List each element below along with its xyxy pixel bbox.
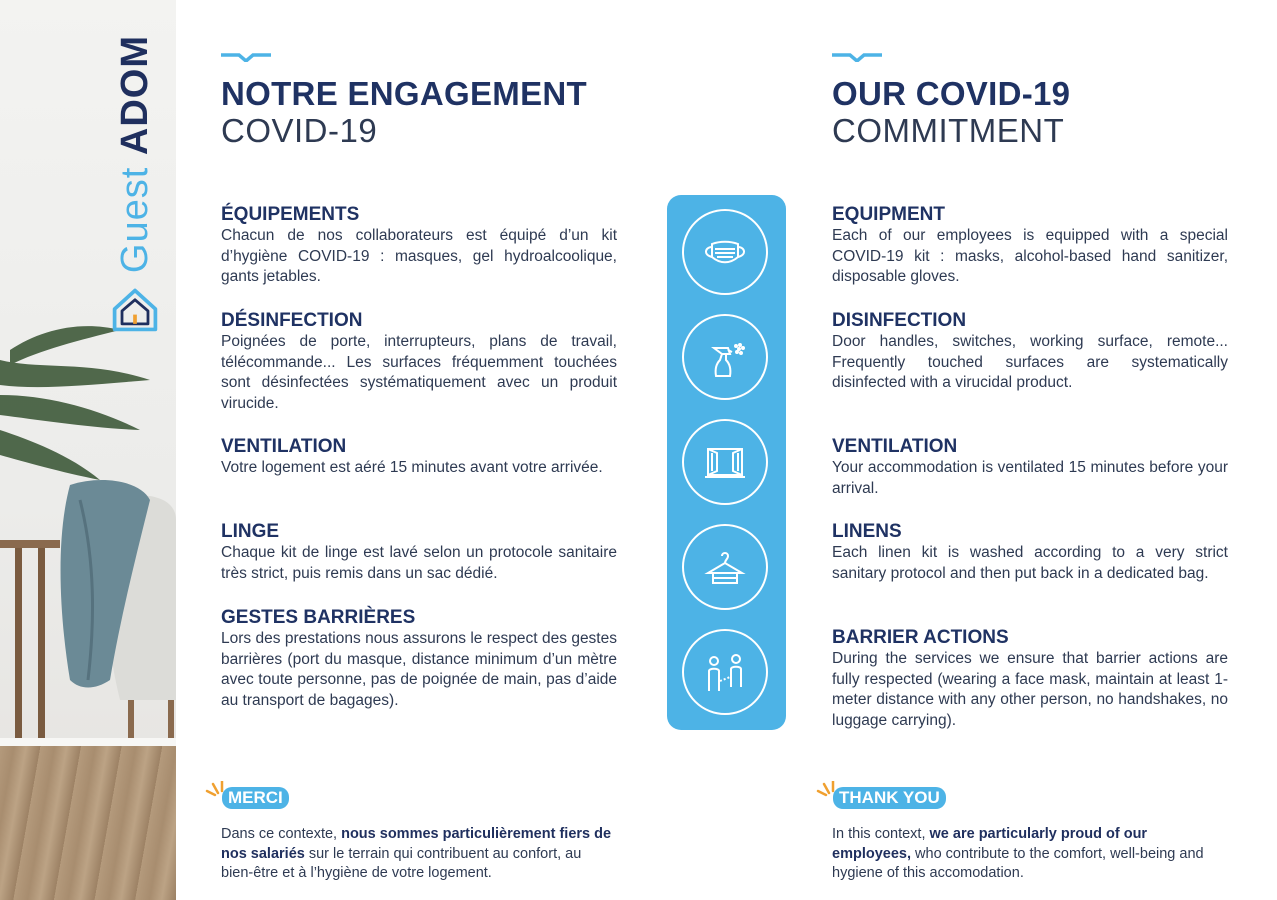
section-body: Chaque kit de linge est lavé selon un protocole sanitaire très strict, puis remis dans un sac dédié. xyxy=(221,544,617,582)
thanks-block-en xyxy=(832,787,1228,884)
page-subtitle-en: COMMITMENT xyxy=(832,112,1065,149)
section-equipment-fr xyxy=(221,204,617,288)
section-ventilation-en xyxy=(832,436,1228,499)
section-body: Poignées de porte, interrupteurs, plans de travail, télécommande... Les surfaces fréquemment touchées sont désinfectées systématiquement avec un produit virucide. xyxy=(221,333,617,412)
section-disinfection-fr xyxy=(221,310,617,414)
section-heading: LINENS xyxy=(832,521,902,542)
section-body: Lors des prestations nous assurons le respect des gestes barrières (port du masque, distance minimum d’un mètre avec toute personne, pas de poignée de main, pas d’aide au transport de bagages). xyxy=(221,630,617,709)
icon-column xyxy=(667,195,786,730)
page-title-en: OUR COVID-19 xyxy=(832,75,1071,112)
thanks-text-start: In this context, xyxy=(832,826,930,842)
thanks-text-en xyxy=(832,825,1228,884)
thanks-text-end: sur le terrain qui contribuent au confort, au bien-être et à l’hygiène de votre logement. xyxy=(221,845,582,881)
title-decoration-icon xyxy=(221,50,271,62)
section-barrier-en xyxy=(832,627,1228,731)
section-ventilation-fr xyxy=(221,436,617,479)
thanks-text-end: who contribute to the comfort, well-being and hygiene of this accomodation. xyxy=(832,845,1204,881)
section-heading: ÉQUIPEMENTS xyxy=(221,204,360,225)
side-photo-strip xyxy=(0,0,176,900)
thanks-text-fr xyxy=(221,825,617,884)
section-heading: DÉSINFECTION xyxy=(221,310,363,331)
brand-name-light: Guest xyxy=(113,166,156,274)
section-barrier-fr xyxy=(221,607,617,711)
page-title-fr: NOTRE ENGAGEMENT xyxy=(221,75,587,112)
french-column xyxy=(221,50,617,881)
linen-icon-circle xyxy=(682,524,768,610)
section-body: Each linen kit is washed according to a very strict sanitary protocol and then put back in a dedicated bag. xyxy=(832,544,1228,582)
social-distance-icon xyxy=(700,647,750,697)
highlight-rays-icon xyxy=(205,781,239,803)
section-body: Door handles, switches, working surface, remote... Frequently touched surfaces are systematically disinfected with a virucidal product. xyxy=(832,333,1228,391)
section-linen-en xyxy=(832,521,1228,584)
brand-name-bold: ADOM xyxy=(113,35,156,156)
section-body: Chacun de nos collaborateurs est équipé d’un kit d’hygiène COVID-19 : masques, gel hydroalcoolique, gants jetables. xyxy=(221,227,617,285)
section-body: Your accommodation is ventilated 15 minutes before your arrival. xyxy=(832,459,1228,497)
spray-icon-circle xyxy=(682,314,768,400)
hanger-towel-icon xyxy=(700,542,750,592)
face-mask-icon xyxy=(700,227,750,277)
section-heading: GESTES BARRIÈRES xyxy=(221,607,416,628)
highlight-rays-icon xyxy=(816,781,850,803)
house-logo-icon xyxy=(109,281,161,337)
section-heading: EQUIPMENT xyxy=(832,204,945,225)
distance-icon-circle xyxy=(682,629,768,715)
brand-logo-vertical xyxy=(95,35,175,335)
section-linen-fr xyxy=(221,521,617,584)
section-heading: LINGE xyxy=(221,521,280,542)
section-body: Each of our employees is equipped with a special COVID-19 kit : masks, alcohol-based hand sanitizer, disposable gloves. xyxy=(832,227,1228,285)
section-body: During the services we ensure that barrier actions are fully respected (wearing a face mask, maintain at least 1-meter distance with any other person, no handshakes, no luggage carrying). xyxy=(832,650,1228,729)
thanks-text-bold: we are particularly proud of our employees, xyxy=(832,826,1148,862)
title-decoration-icon xyxy=(832,50,882,62)
face-mask-icon-circle xyxy=(682,209,768,295)
section-heading: BARRIER ACTIONS xyxy=(832,627,1009,648)
thanks-text-bold: nous sommes particulièrement fiers de nos salariés xyxy=(221,826,612,862)
page-subtitle-fr: COVID-19 xyxy=(221,112,378,149)
section-body: Votre logement est aéré 15 minutes avant votre arrivée. xyxy=(221,459,603,476)
window-icon-circle xyxy=(682,419,768,505)
section-disinfection-en xyxy=(832,310,1228,394)
thanks-text-start: Dans ce contexte, xyxy=(221,826,342,842)
baseboard xyxy=(0,738,176,746)
section-heading: VENTILATION xyxy=(832,436,958,457)
wooden-floor xyxy=(0,745,176,900)
thanks-block-fr xyxy=(221,787,617,884)
english-column xyxy=(832,50,1228,881)
spray-bottle-icon xyxy=(700,332,750,382)
section-heading: DISINFECTION xyxy=(832,310,967,331)
thanks-badge-fr: MERCI xyxy=(222,787,289,809)
open-window-icon xyxy=(700,437,750,487)
brand-wordmark xyxy=(114,35,157,273)
section-equipment-en xyxy=(832,204,1228,288)
thanks-badge-en: THANK YOU xyxy=(833,787,946,809)
section-heading: VENTILATION xyxy=(221,436,347,457)
